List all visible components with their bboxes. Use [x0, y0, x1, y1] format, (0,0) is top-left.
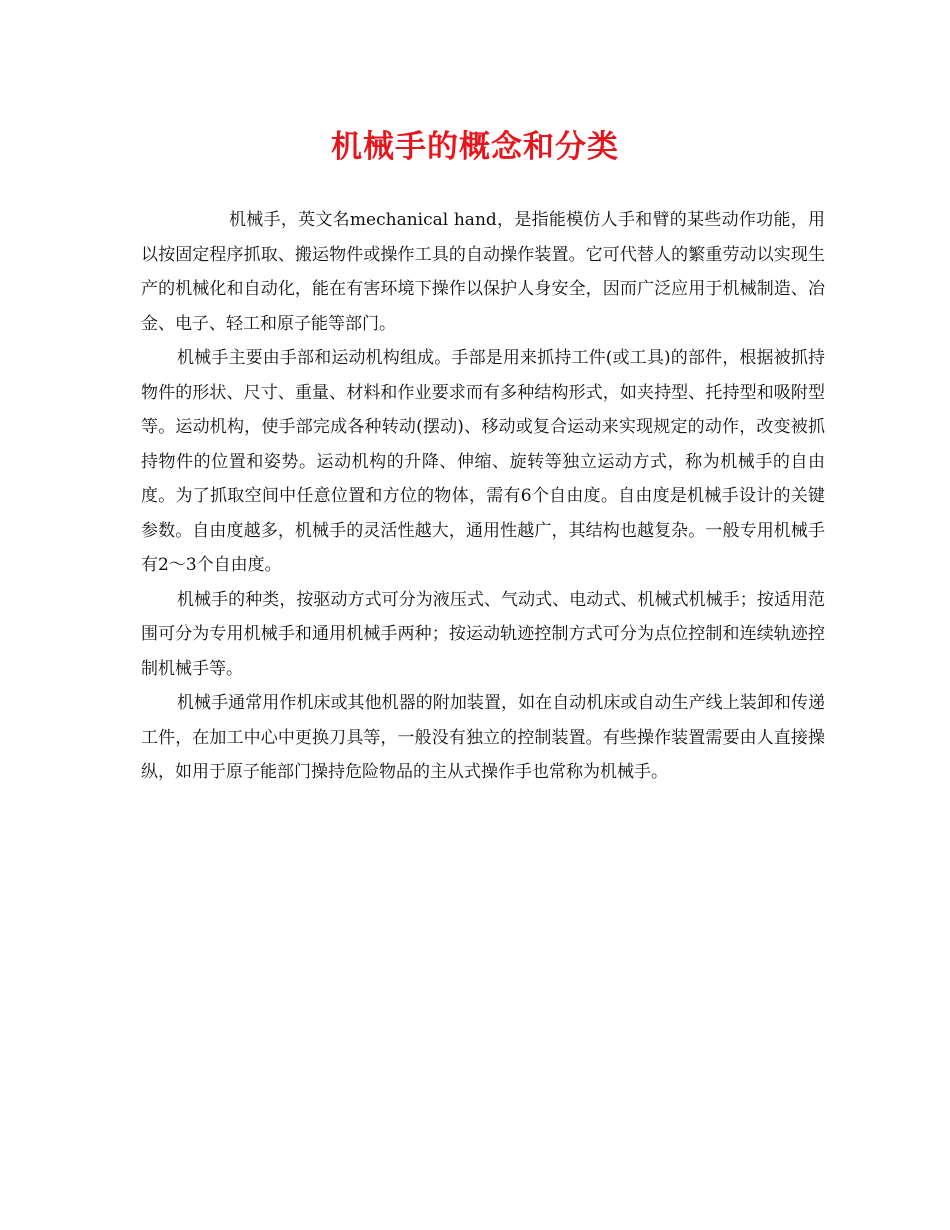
paragraph-application: 机械手通常用作机床或其他机器的附加装置，如在自动机床或自动生产线上装卸和传递工件，在加工中心中更换刀具等，一般没有独立的控制装置。有些操作装置需要由人直接操纵，如用于原子能部门操持危险物品的主从式操作手也常称为机械手。 [141, 693, 825, 782]
document-title: 机械手的概念和分类 [331, 129, 619, 165]
paragraph-structure: 机械手主要由手部和运动机构组成。手部是用来抓持工件(或工具)的部件，根据被抓持物件的形状、尺寸、重量、材料和作业要求而有多种结构形式，如夹持型、托持型和吸附型等。运动机构，使手部完成各种转动(摆动)、移动或复合运动来实现规定的动作，改变被抓持物件的位置和姿势。运动机构的升降、伸缩、旋转等独立运动方式，称为机械手的自由度。为了抓取空间中任意位置和方位的物体，需有6个自由度。自由度是机械手设计的关键参数。自由度越多，机械手的灵活性越大，通用性越广，其结构也越复杂。一般专用机械手有2～3个自由度。 [141, 348, 825, 575]
paragraph-definition: 机械手，英文名mechanical hand，是指能模仿人手和臂的某些动作功能，用以按固定程序抓取、搬运物件或操作工具的自动操作装置。它可代替人的繁重劳动以实现生产的机械化和自动化，能在有害环境下操作以保护人身安全，因而广泛应用于机械制造、冶金、电子、轻工和原子能等部门。 [141, 210, 825, 334]
paragraph-classification: 机械手的种类，按驱动方式可分为液压式、气动式、电动式、机械式机械手；按适用范围可分为专用机械手和通用机械手两种；按运动轨迹控制方式可分为点位控制和连续轨迹控制机械手等。 [141, 589, 825, 679]
document-body [141, 203, 825, 790]
